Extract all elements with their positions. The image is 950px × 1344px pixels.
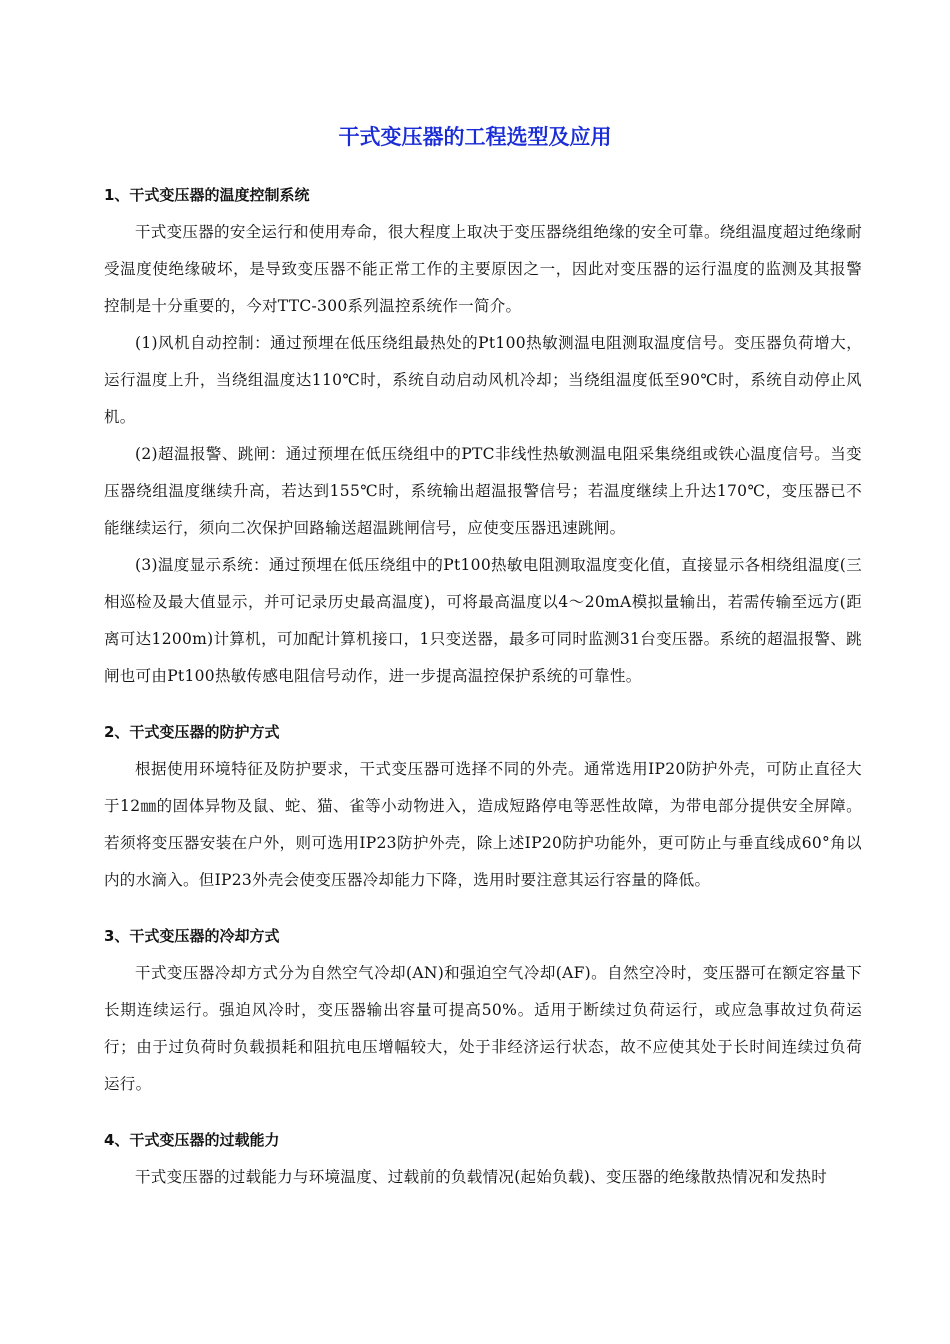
section-heading: 4、干式变压器的过载能力 (104, 1131, 280, 1149)
paragraph: (1)风机自动控制：通过预埋在低压绕组最热处的Pt100热敏测温电阻测取温度信号。变压器负荷增大，运行温度上升，当绕组温度达110℃时，系统自动启动风机冷却；当绕组温度低至90℃时，系统自动停止风机。 (104, 334, 862, 426)
document-body (104, 180, 862, 1218)
paragraph: 干式变压器的过载能力与环境温度、过载前的负载情况(起始负载)、变压器的绝缘散热情况和发热时 (135, 1168, 828, 1186)
section-temperature-control (104, 180, 862, 695)
document-title: 干式变压器的工程选型及应用 (338, 125, 612, 149)
section-cooling-mode (104, 921, 862, 1103)
paragraph: 干式变压器冷却方式分为自然空气冷却(AN)和强迫空气冷却(AF)。自然空冷时，变压器可在额定容量下长期连续运行。强迫风冷时，变压器输出容量可提高50%。适用于断续过负荷运行，或应急事故过负荷运行；由于过负荷时负载损耗和阻抗电压增幅较大，处于非经济运行状态，故不应使其处于长时间连续过负荷运行。 (104, 964, 862, 1093)
paragraph: (2)超温报警、跳闸：通过预埋在低压绕组中的PTC非线性热敏测温电阻采集绕组或铁心温度信号。当变压器绕组温度继续升高，若达到155℃时，系统输出超温报警信号；若温度继续上升达170℃，变压器已不能继续运行，须向二次保护回路输送超温跳闸信号，应使变压器迅速跳闸。 (104, 445, 862, 537)
section-protection-mode (104, 717, 862, 899)
section-heading: 2、干式变压器的防护方式 (104, 723, 280, 741)
section-heading: 1、干式变压器的温度控制系统 (104, 186, 310, 204)
paragraph: 干式变压器的安全运行和使用寿命，很大程度上取决于变压器绕组绝缘的安全可靠。绕组温度超过绝缘耐受温度使绝缘破坏，是导致变压器不能正常工作的主要原因之一，因此对变压器的运行温度的监测及其报警控制是十分重要的，今对TTC-300系列温控系统作一简介。 (104, 223, 862, 315)
section-heading: 3、干式变压器的冷却方式 (104, 927, 280, 945)
section-overload-capacity (104, 1125, 862, 1196)
paragraph: (3)温度显示系统：通过预埋在低压绕组中的Pt100热敏电阻测取温度变化值，直接显示各相绕组温度(三相巡检及最大值显示，并可记录历史最高温度)，可将最高温度以4～20mA模拟量输出，若需传输至远方(距离可达1200m)计算机，可加配计算机接口，1只变送器，最多可同时监测31台变压器。系统的超温报警、跳闸也可由Pt100热敏传感电阻信号动作，进一步提高温控保护系统的可靠性。 (104, 556, 862, 685)
paragraph: 根据使用环境特征及防护要求，干式变压器可选择不同的外壳。通常选用IP20防护外壳，可防止直径大于12㎜的固体异物及鼠、蛇、猫、雀等小动物进入，造成短路停电等恶性故障，为带电部分提供安全屏障。若须将变压器安装在户外，则可选用IP23防护外壳，除上述IP20防护功能外，更可防止与垂直线成60°角以内的水滴入。但IP23外壳会使变压器冷却能力下降，选用时要注意其运行容量的降低。 (104, 760, 862, 889)
